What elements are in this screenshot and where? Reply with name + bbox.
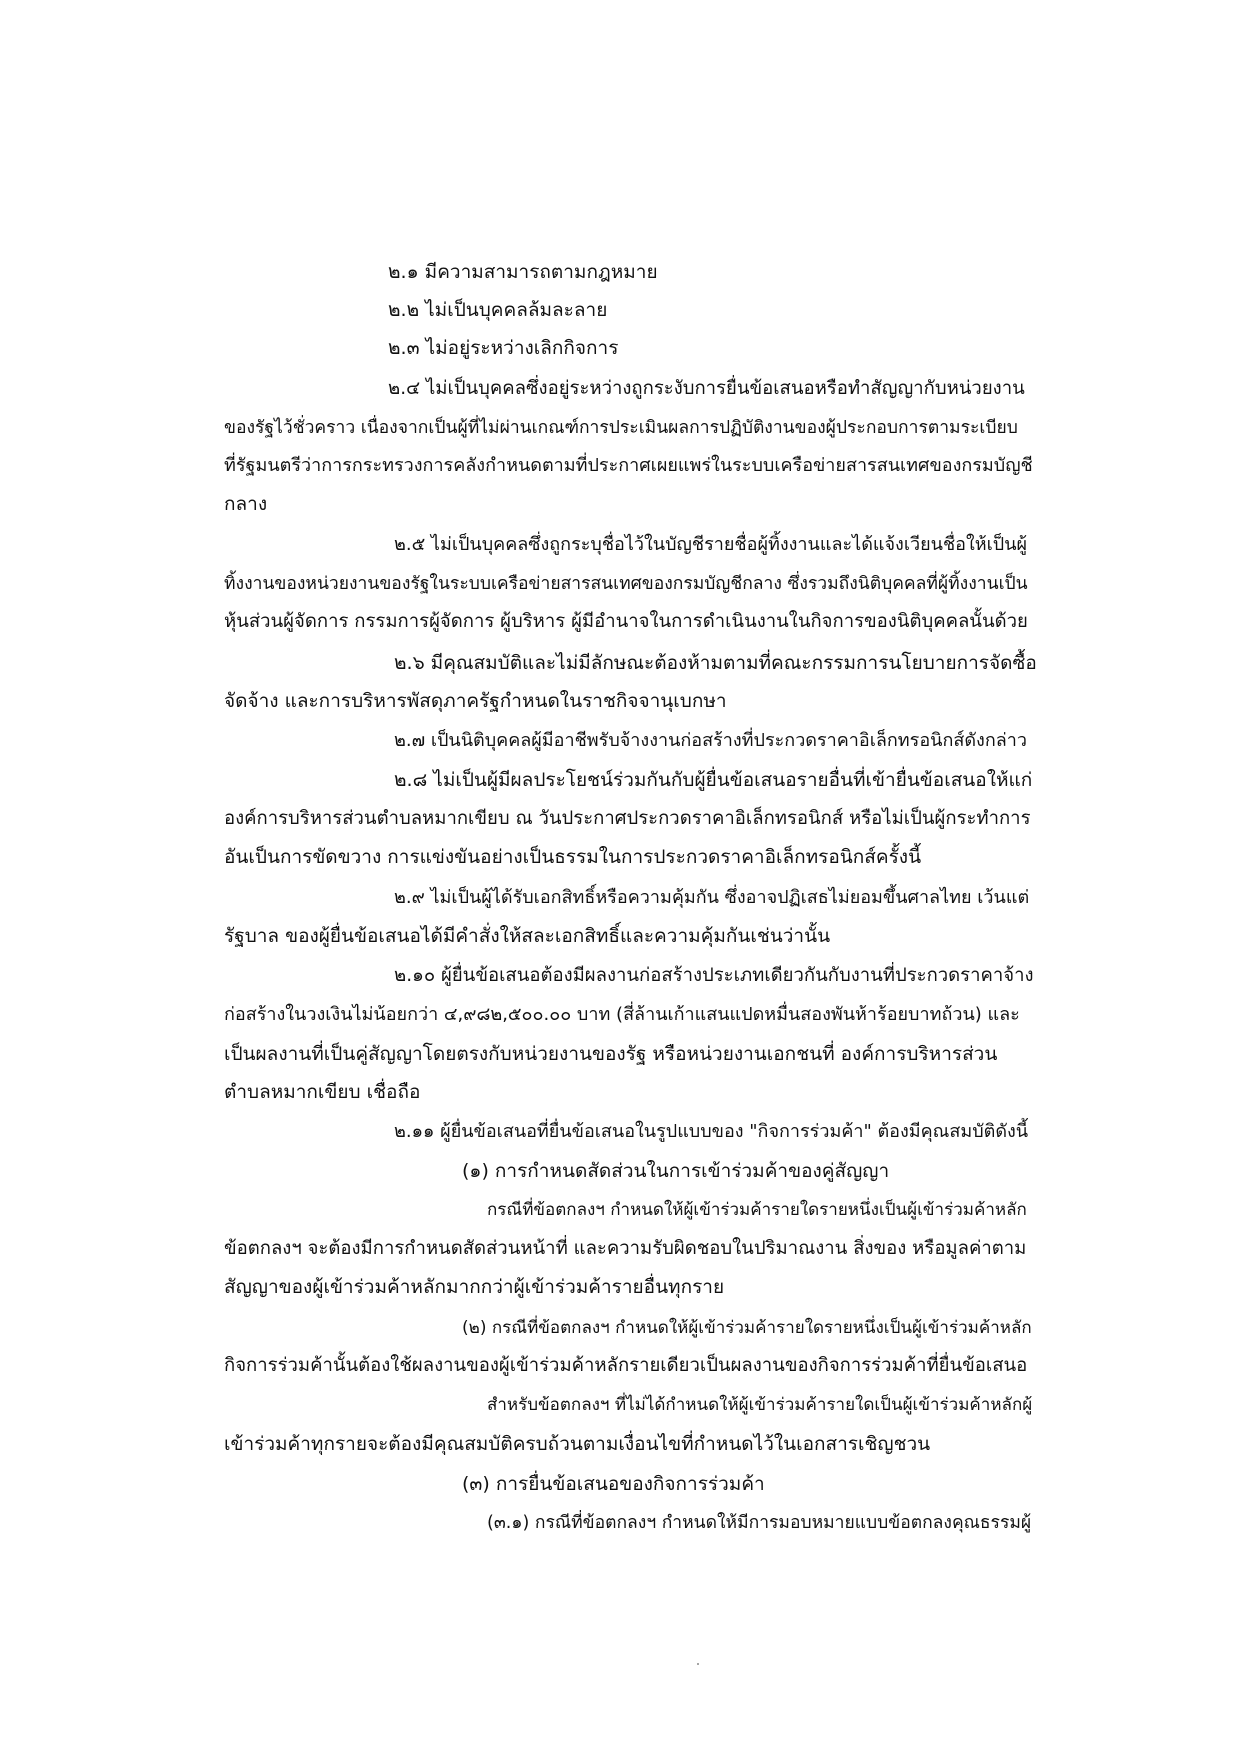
clause-2-8-line-2: องค์การบริหารส่วนตำบลหมากเขียบ ณ วันประกาศประกวดราคาอิเล็กทรอนิกส์ หรือไม่เป็นผู้กระทำการ: [224, 808, 1031, 829]
clause-2-11: ๒.๑๑ ผู้ยื่นข้อเสนอที่ยื่นข้อเสนอในรูปแบบของ "กิจการร่วมค้า" ต้องมีคุณสมบัติดังนี้: [394, 1121, 1029, 1142]
clause-2-5-line-3: หุ้นส่วนผู้จัดการ กรรมการผู้จัดการ ผู้บริหาร ผู้มีอำนาจในการดำเนินงานในกิจการของนิติบุคคลนั้นด้วย: [224, 611, 1028, 632]
clause-2-11-item-3: (๓) การยื่นข้อเสนอของกิจการร่วมค้า: [462, 1473, 765, 1495]
clause-2-10-line-2: ก่อสร้างในวงเงินไม่น้อยกว่า ๔,๙๘๒,๕๐๐.๐๐ บาท (สี่ล้านเก้าแสนแปดหมื่นสองพันห้าร้อยบาทถ้วน) และ: [224, 1004, 1020, 1025]
clause-2-11-item-3-1: (๓.๑) กรณีที่ข้อตกลงฯ กำหนดให้มีการมอบหมายแบบข้อตกลงคุณธรรมผู้: [487, 1513, 1032, 1533]
clause-2-4-line-2: ของรัฐไว้ชั่วคราว เนื่องจากเป็นผู้ที่ไม่ผ่านเกณฑ์การประเมินผลการปฏิบัติงานของผู้ประกอบการตามระเบียบ: [224, 418, 1018, 438]
clause-2-10: ๒.๑๐ ผู้ยื่นข้อเสนอต้องมีผลงานก่อสร้างประเภทเดียวกันกับงานที่ประกวดราคาจ้าง: [394, 965, 1034, 986]
clause-2-11-item-1-para-line-3: สัญญาของผู้เข้าร่วมค้าหลักมากกว่าผู้เข้าร่วมค้ารายอื่นทุกราย: [224, 1276, 725, 1298]
clause-2-4-line-3: ที่รัฐมนตรีว่าการกระทรวงการคลังกำหนดตามที่ประกาศเผยแพร่ในระบบเครือข่ายสารสนเทศของกรมบัญชี: [224, 455, 1033, 476]
clause-2-7: ๒.๗ เป็นนิติบุคคลผู้มีอาชีพรับจ้างงานก่อสร้างที่ประกวดราคาอิเล็กทรอนิกส์ดังกล่าว: [394, 730, 1027, 751]
clause-2-4-line-4: กลาง: [224, 493, 268, 515]
clause-2-11-item-2-para-line-2: เข้าร่วมค้าทุกรายจะต้องมีคุณสมบัติครบถ้วนตามเงื่อนไขที่กำหนดไว้ในเอกสารเชิญชวน: [224, 1433, 931, 1455]
clause-2-11-item-1: (๑) การกำหนดสัดส่วนในการเข้าร่วมค้าของคู่สัญญา: [462, 1160, 890, 1182]
clause-2-6-line-2: จัดจ้าง และการบริหารพัสดุภาครัฐกำหนดในราชกิจจานุเบกษา: [224, 690, 727, 712]
clause-2-6: ๒.๖ มีคุณสมบัติและไม่มีลักษณะต้องห้ามตามที่คณะกรรมการนโยบายการจัดซื้อ: [394, 652, 1037, 674]
clause-2-2: ๒.๒ ไม่เป็นบุคคลล้มละลาย: [388, 299, 608, 321]
clause-2-9: ๒.๙ ไม่เป็นผู้ได้รับเอกสิทธิ์หรือความคุ้มกัน ซึ่งอาจปฏิเสธไม่ยอมขึ้นศาลไทย เว้นแต่: [394, 887, 1030, 908]
clause-2-11-item-1-para-line-2: ข้อตกลงฯ จะต้องมีการกำหนดสัดส่วนหน้าที่ และความรับผิดชอบในปริมาณงาน สิ่งของ หรือมูลค่าตาม: [224, 1238, 1027, 1259]
clause-2-11-item-1-para: กรณีที่ข้อตกลงฯ กำหนดให้ผู้เข้าร่วมค้ารายใดรายหนึ่งเป็นผู้เข้าร่วมค้าหลัก: [487, 1200, 1027, 1220]
clause-2-8-line-3: อันเป็นการขัดขวาง การแข่งขันอย่างเป็นธรรมในการประกวดราคาอิเล็กทรอนิกส์ครั้งนี้: [224, 846, 922, 868]
clause-2-5-line-2: ทิ้งงานของหน่วยงานของรัฐในระบบเครือข่ายสารสนเทศของกรมบัญชีกลาง ซึ่งรวมถึงนิติบุคคลที่ผู้ทิ้งงานเป็น: [224, 574, 1028, 594]
clause-2-10-line-4: ตำบลหมากเขียบ เชื่อถือ: [224, 1081, 421, 1103]
clause-2-10-line-3: เป็นผลงานที่เป็นคู่สัญญาโดยตรงกับหน่วยงานของรัฐ หรือหน่วยงานเอกชนที่ องค์การบริหารส่วน: [224, 1043, 998, 1065]
clause-2-9-line-2: รัฐบาล ของผู้ยื่นข้อเสนอได้มีคำสั่งให้สละเอกสิทธิ์และความคุ้มกันเช่นว่านั้น: [224, 925, 831, 947]
clause-2-11-item-2-para: สำหรับข้อตกลงฯ ที่ไม่ได้กำหนดให้ผู้เข้าร่วมค้ารายใดเป็นผู้เข้าร่วมค้าหลักผู้: [487, 1395, 1033, 1415]
clause-2-4: ๒.๔ ไม่เป็นบุคคลซึ่งอยู่ระหว่างถูกระงับการยื่นข้อเสนอหรือทำสัญญากับหน่วยงาน: [388, 378, 1025, 399]
clause-2-8: ๒.๘ ไม่เป็นผู้มีผลประโยชน์ร่วมกันกับผู้ยื่นข้อเสนอรายอื่นที่เข้ายื่นข้อเสนอให้แก่: [394, 769, 1033, 791]
clause-2-3: ๒.๓ ไม่อยู่ระหว่างเลิกกิจการ: [388, 337, 619, 359]
clause-2-5: ๒.๕ ไม่เป็นบุคคลซึ่งถูกระบุชื่อไว้ในบัญชีรายชื่อผู้ทิ้งงานและได้แจ้งเวียนชื่อให้เป็นผู้: [394, 534, 1028, 555]
clause-2-11-item-2: (๒) กรณีที่ข้อตกลงฯ กำหนดให้ผู้เข้าร่วมค้ารายใดรายหนึ่งเป็นผู้เข้าร่วมค้าหลัก: [462, 1318, 1032, 1338]
clause-2-11-item-2-line-2: กิจการร่วมค้านั้นต้องใช้ผลงานของผู้เข้าร่วมค้าหลักรายเดียวเป็นผลงานของกิจการร่วมค้าที่ยื่นข้อเสนอ: [224, 1355, 1028, 1376]
clause-2-1: ๒.๑ มีความสามารถตามกฎหมาย: [388, 261, 658, 283]
scan-speck: [697, 1663, 699, 1665]
